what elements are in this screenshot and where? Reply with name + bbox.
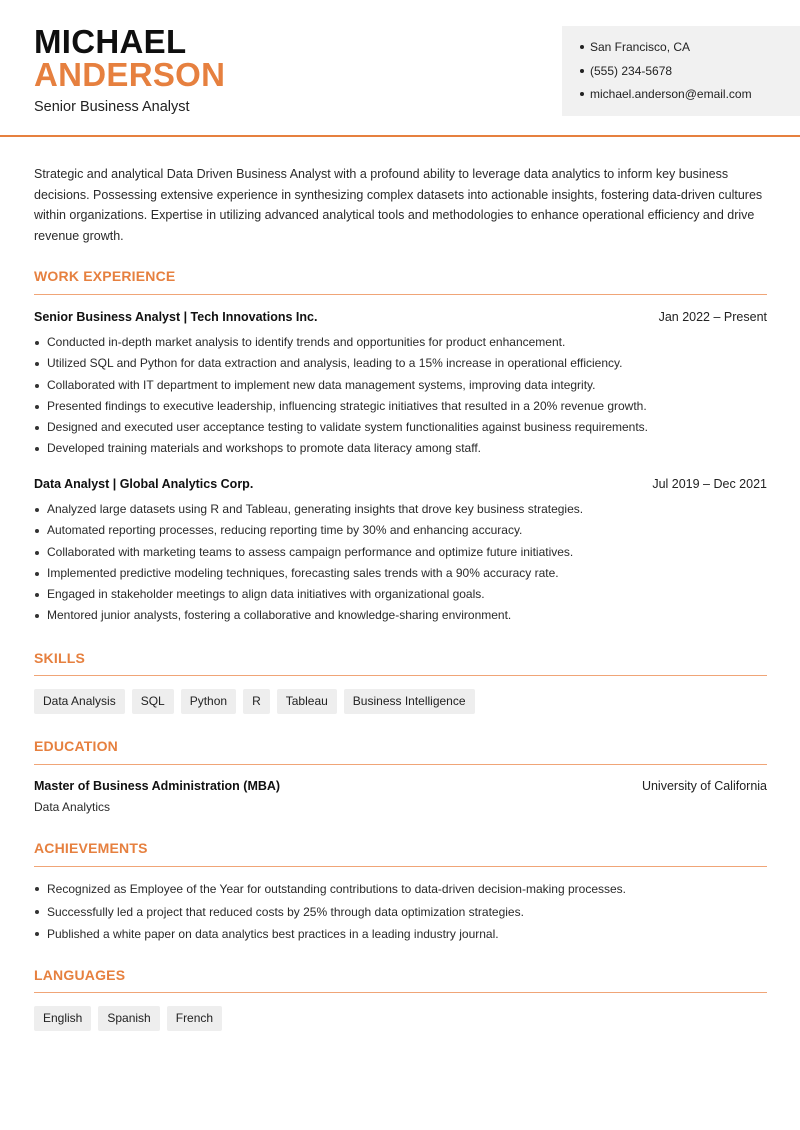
skill-chip: Data Analysis: [34, 689, 125, 714]
section-divider: [34, 992, 767, 993]
job-dates: Jan 2022 – Present: [658, 310, 767, 324]
list-item: Recognized as Employee of the Year for outstanding contributions to data-driven decision-making processes.: [34, 878, 626, 901]
contact-list: [580, 39, 752, 110]
list-item: Collaborated with marketing teams to assess campaign performance and optimize future initiatives.: [34, 542, 583, 563]
section-title-education: EDUCATION: [34, 738, 118, 754]
job-bullets: [34, 332, 648, 460]
section-title-languages: LANGUAGES: [34, 967, 126, 983]
last-name: ANDERSON: [34, 56, 226, 93]
section-divider: [34, 294, 767, 295]
skill-chip: Business Intelligence: [344, 689, 475, 714]
section-title-achievements: ACHIEVEMENTS: [34, 840, 148, 856]
list-item: Presented findings to executive leadership, influencing strategic initiatives that resulted in a 20% revenue growth.: [34, 396, 648, 417]
education-degree: Master of Business Administration (MBA): [34, 779, 281, 793]
skill-chip: SQL: [132, 689, 174, 714]
list-item: Conducted in-depth market analysis to identify trends and opportunities for product enhancement.: [34, 332, 648, 353]
job-dates: Jul 2019 – Dec 2021: [652, 477, 767, 491]
section-divider: [34, 675, 767, 676]
language-chip: English: [34, 1006, 91, 1031]
resume-header: [0, 0, 800, 137]
section-divider: [34, 866, 767, 867]
summary-paragraph: Strategic and analytical Data Driven Business Analyst with a profound ability to leverage data analytics to inform key business decisions. Possessing extensive experience in synthesizing complex datasets into actionable insights, fostering data-driven cultures within organizations. Expertise in utilizing advanced analytical tools and methodologies to enhance operational efficiency and drive revenue growth.: [34, 167, 763, 244]
section-title-experience: WORK EXPERIENCE: [34, 268, 176, 284]
list-item: Collaborated with IT department to implement new data management systems, improving data integrity.: [34, 375, 648, 396]
skill-chip: Tableau: [277, 689, 337, 714]
job-role: Senior Business Analyst | Tech Innovations Inc.: [34, 310, 318, 324]
language-chip: Spanish: [98, 1006, 159, 1031]
list-item: Engaged in stakeholder meetings to align data initiatives with organizational goals.: [34, 584, 583, 605]
list-item: Published a white paper on data analytics best practices in a leading industry journal.: [34, 923, 626, 946]
contact-box: [562, 26, 800, 116]
job-bullets: [34, 499, 583, 627]
skill-chip: Python: [181, 689, 236, 714]
section-title-skills: SKILLS: [34, 650, 85, 666]
section-divider: [34, 764, 767, 765]
list-item: Implemented predictive modeling techniques, forecasting sales trends with a 90% accuracy rate.: [34, 563, 583, 584]
skills-list: [34, 689, 475, 714]
languages-list: [34, 1006, 222, 1031]
list-item: Mentored junior analysts, fostering a collaborative and knowledge-sharing environment.: [34, 605, 583, 626]
education-field: Data Analytics: [34, 800, 111, 814]
list-item: Automated reporting processes, reducing reporting time by 30% and enhancing accuracy.: [34, 520, 583, 541]
job-title: Senior Business Analyst: [34, 99, 190, 115]
list-item: Designed and executed user acceptance testing to validate system functionalities against business requirements.: [34, 417, 648, 438]
first-name: MICHAEL: [34, 23, 187, 60]
education-school: University of California: [641, 779, 767, 793]
contact-phone: (555) 234-5678: [580, 63, 752, 87]
contact-email: michael.anderson@email.com: [580, 86, 752, 110]
list-item: Utilized SQL and Python for data extraction and analysis, leading to a 15% increase in operational efficiency.: [34, 353, 648, 374]
skill-chip: R: [243, 689, 270, 714]
language-chip: French: [167, 1006, 222, 1031]
list-item: Successfully led a project that reduced costs by 25% through data optimization strategies.: [34, 901, 626, 924]
list-item: Developed training materials and workshops to promote data literacy among staff.: [34, 438, 648, 459]
achievements-list: [34, 878, 626, 946]
contact-location: San Francisco, CA: [580, 39, 752, 63]
list-item: Analyzed large datasets using R and Tableau, generating insights that drove key business strategies.: [34, 499, 583, 520]
job-role: Data Analyst | Global Analytics Corp.: [34, 477, 254, 491]
